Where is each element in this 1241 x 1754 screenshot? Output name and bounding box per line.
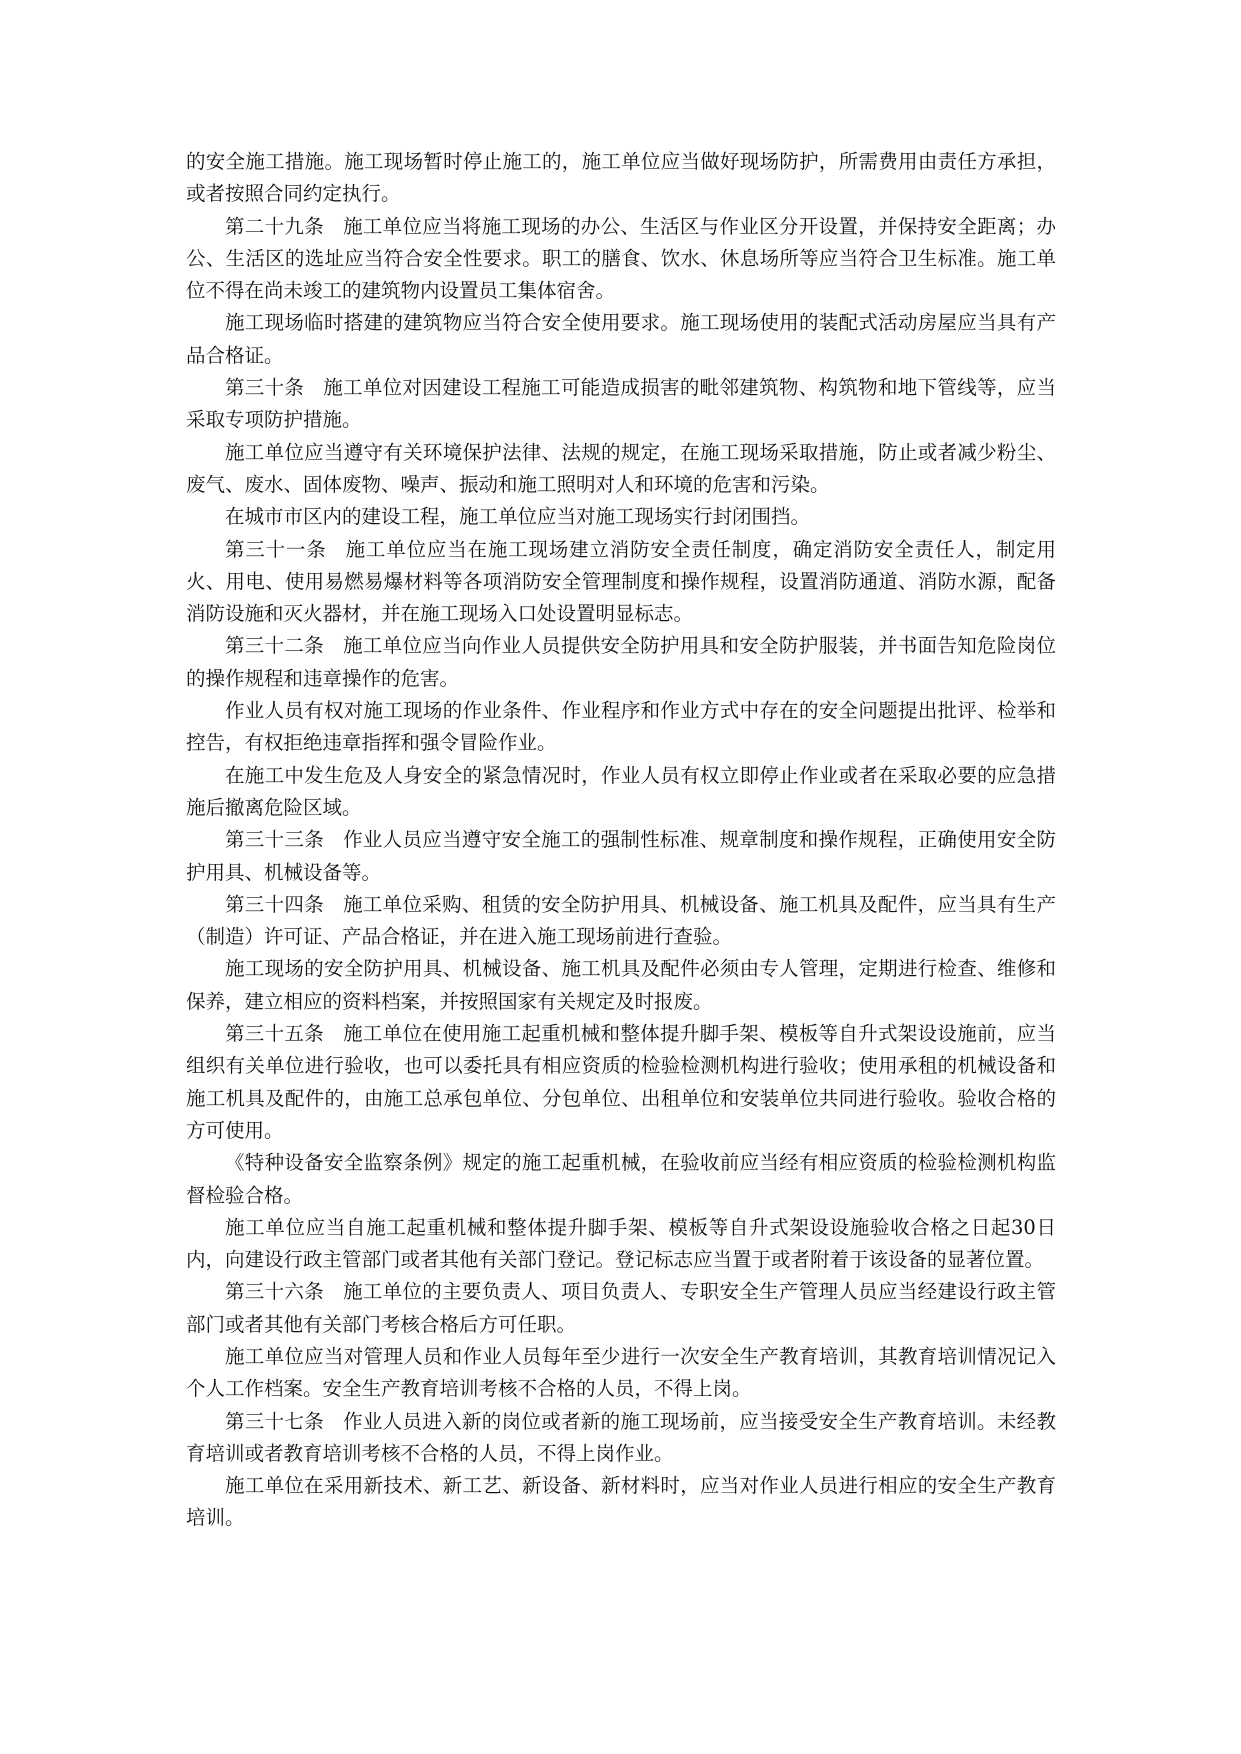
paragraph (186, 1212, 1056, 1277)
paragraph (186, 760, 1056, 825)
paragraph (186, 1018, 1056, 1147)
article-number: 第三十条 (225, 376, 305, 400)
paragraph-text: 作业人员有权对施工现场的作业条件、作业程序和作业方式中存在的安全问题提出批评、检举和控告，有权拒绝违章指挥和强令冒险作业。 (186, 699, 1056, 755)
paragraph-text: 《特种设备安全监察条例》规定的施工起重机械，在验收前应当经有相应资质的检验检测机构监督检验合格。 (186, 1151, 1056, 1207)
paragraph-text: 施工单位应当遵守有关环境保护法律、法规的规定，在施工现场采取措施，防止或者减少粉尘、废气、废水、固体废物、噪声、振动和施工照明对人和环境的危害和污染。 (186, 440, 1056, 496)
paragraph (186, 953, 1056, 1018)
paragraph (186, 307, 1056, 372)
paragraph-text: 施工单位对因建设工程施工可能造成损害的毗邻建筑物、构筑物和地下管线等，应当采取专项防护措施。 (186, 376, 1056, 432)
paragraph-text: 施工单位采购、租赁的安全防护用具、机械设备、施工机具及配件，应当具有生产（制造）许可证、产品合格证，并在进入施工现场前进行查验。 (186, 892, 1056, 949)
paragraph (186, 1341, 1056, 1406)
paragraph-text: 施工单位的主要负责人、项目负责人、专职安全生产管理人员应当经建设行政主管部门或者其他有关部门考核合格后方可任职。 (186, 1280, 1056, 1336)
paragraph (186, 824, 1056, 889)
article-number: 第三十一条 (225, 537, 327, 561)
paragraph-text: 施工单位应当向作业人员提供安全防护用具和安全防护服装，并书面告知危险岗位的操作规程和违章操作的危害。 (186, 634, 1056, 690)
paragraph (186, 534, 1056, 631)
paragraph (186, 211, 1056, 308)
paragraph-text: 施工现场的安全防护用具、机械设备、施工机具及配件必须由专人管理，定期进行检查、维修和保养，建立相应的资料档案，并按照国家有关规定及时报废。 (186, 957, 1056, 1013)
paragraph (186, 1276, 1056, 1341)
paragraph-text: 施工单位应当对管理人员和作业人员每年至少进行一次安全生产教育培训，其教育培训情况记入个人工作档案。安全生产教育培训考核不合格的人员，不得上岗。 (186, 1344, 1056, 1401)
paragraph (186, 1147, 1056, 1212)
paragraph-text: 作业人员进入新的岗位或者新的施工现场前，应当接受安全生产教育培训。未经教育培训或者教育培训考核不合格的人员，不得上岗作业。 (186, 1409, 1056, 1465)
paragraph-text: 在城市市区内的建设工程，施工单位应当对施工现场实行封闭围挡。 (225, 505, 811, 529)
article-number: 第三十二条 (225, 634, 325, 658)
paragraph-text: 在施工中发生危及人身安全的紧急情况时，作业人员有权立即停止作业或者在采取必要的应急措施后撤离危险区域。 (186, 763, 1056, 819)
paragraph (186, 1406, 1056, 1471)
article-number: 第三十五条 (225, 1022, 325, 1046)
paragraph (186, 630, 1056, 695)
article-number: 第三十四条 (225, 892, 325, 916)
article-number: 第三十六条 (225, 1280, 325, 1304)
paragraph (186, 372, 1056, 437)
paragraph-text: 施工单位在采用新技术、新工艺、新设备、新材料时，应当对作业人员进行相应的安全生产教育培训。 (186, 1474, 1056, 1530)
paragraph (186, 889, 1056, 954)
article-number: 第二十九条 (225, 214, 325, 238)
article-number: 第三十七条 (225, 1409, 325, 1433)
paragraph-text: 作业人员应当遵守安全施工的强制性标准、规章制度和操作规程，正确使用安全防护用具、机械设备等。 (186, 828, 1056, 884)
paragraph (186, 146, 1056, 211)
article-number: 第三十三条 (225, 828, 325, 852)
paragraph-text: 施工单位应当自施工起重机械和整体提升脚手架、模板等自升式架设设施验收合格之日起30日内，向建设行政主管部门或者其他有关部门登记。登记标志应当置于或者附着于该设备的显著位置。 (186, 1215, 1056, 1272)
paragraph-text: 施工单位应当在施工现场建立消防安全责任制度，确定消防安全责任人，制定用火、用电、使用易燃易爆材料等各项消防安全管理制度和操作规程，设置消防通道、消防水源，配备消防设施和灭火器材，并在施工现场入口处设置明显标志。 (186, 537, 1056, 626)
paragraph-text: 施工单位在使用施工起重机械和整体提升脚手架、模板等自升式架设设施前，应当组织有关单位进行验收，也可以委托具有相应资质的检验检测机构进行验收；使用承租的机械设备和施工机具及配件的，由施工总承包单位、分包单位、出租单位和安装单位共同进行验收。验收合格的方可使用。 (186, 1022, 1056, 1142)
paragraph (186, 437, 1056, 502)
paragraph-text: 施工现场临时搭建的建筑物应当符合安全使用要求。施工现场使用的装配式活动房屋应当具有产品合格证。 (186, 311, 1056, 367)
paragraph-text: 施工单位应当将施工现场的办公、生活区与作业区分开设置，并保持安全距离；办公、生活区的选址应当符合安全性要求。职工的膳食、饮水、休息场所等应当符合卫生标准。施工单位不得在尚未竣工的建筑物内设置员工集体宿舍。 (186, 214, 1056, 303)
paragraph (186, 1470, 1056, 1535)
paragraph-text: 的安全施工措施。施工现场暂时停止施工的，施工单位应当做好现场防护，所需费用由责任方承担，或者按照合同约定执行。 (186, 150, 1056, 206)
paragraph (186, 695, 1056, 760)
paragraph (186, 501, 1056, 533)
document-body (186, 146, 1056, 1535)
